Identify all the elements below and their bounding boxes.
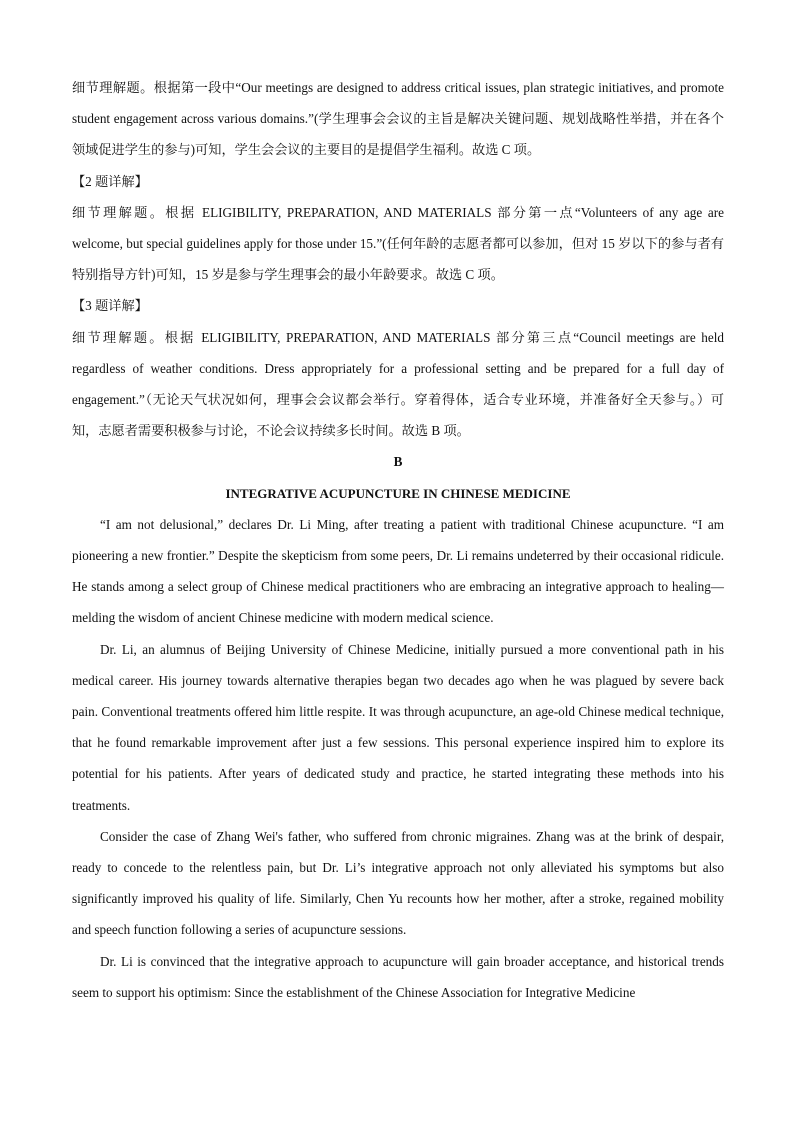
article-paragraph-1: “I am not delusional,” declares Dr. Li Ming, after treating a patient with traditional Chinese acupuncture. “I am pioneering a new frontier.” Despite the skepticism from some peers, Dr. Li remains undeterred by their occasional ridicule. He stands among a select group of Chinese medical practitioners who are embracing an integrative approach to healing—melding the wisdom of ancient Chinese medicine with modern medical science. (72, 516, 724, 626)
article-paragraph-2: Dr. Li, an alumnus of Beijing University of Chinese Medicine, initially pursued a more conventional path in his medical career. His journey towards alternative therapies began two decades ago when he was plagued by severe back pain. Conventional treatments offered him little respite. It was through acupuncture, an age-old Chinese medical technique, that he found remarkable improvement after just a few sessions. This personal experience inspired him to explore its potential for his patients. After years of dedicated study and practice, he started integrating these methods into his treatments. (72, 641, 724, 813)
answer-2-heading: 【2 题详解】 (72, 173, 148, 189)
document-page (72, 72, 724, 1008)
article-paragraph-4: Dr. Li is convinced that the integrative approach to acupuncture will gain broader acceptance, and historical trends seem to support his optimism: Since the establishment of the Chinese Association for Integrative Medicine (72, 953, 724, 1000)
answer-2-explanation: 细节理解题。根据 ELIGIBILITY, PREPARATION, AND MATERIALS 部分第一点“Volunteers of any age are welcome, but special guidelines apply for those under 15.”(任何年龄的志愿者都可以参加，但对 15 岁以下的参与者有特别指导方针)可知，15 岁是参与学生理事会的最小年龄要求。故选 C 项。 (72, 204, 724, 283)
article-title: INTEGRATIVE ACUPUNCTURE IN CHINESE MEDICINE (225, 485, 571, 501)
answer-3-heading: 【3 题详解】 (72, 298, 148, 314)
section-letter: B (393, 454, 403, 470)
answer-1-explanation: 细节理解题。根据第一段中“Our meetings are designed to address critical issues, plan strategic initiatives, and promote student engagement across various domains.”(学生理事会会议的主旨是解决关键问题、规划战略性举措，并在各个领域促进学生的参与)可知，学生会会议的主要目的是提倡学生福利。故选 C 项。 (72, 80, 724, 158)
article-paragraph-3: Consider the case of Zhang Wei's father, who suffered from chronic migraines. Zhang was at the brink of despair, ready to concede to the relentless pain, but Dr. Li’s integrative approach not only alleviated his symptoms but also significantly improved his quality of life. Similarly, Chen Yu recounts how her mother, after a stroke, regained mobility and speech function following a series of acupuncture sessions. (72, 828, 724, 938)
answer-3-explanation: 细节理解题。根据 ELIGIBILITY, PREPARATION, AND MATERIALS 部分第三点“Council meetings are held regardless of weather conditions. Dress appropriately for a professional setting and be prepared for a full day of engagement.”（无论天气状况如何，理事会会议都会举行。穿着得体，适合专业环境，并准备好全天参与。）可知，志愿者需要积极参与讨论，不论会议持续多长时间。故选 B 项。 (72, 329, 724, 439)
